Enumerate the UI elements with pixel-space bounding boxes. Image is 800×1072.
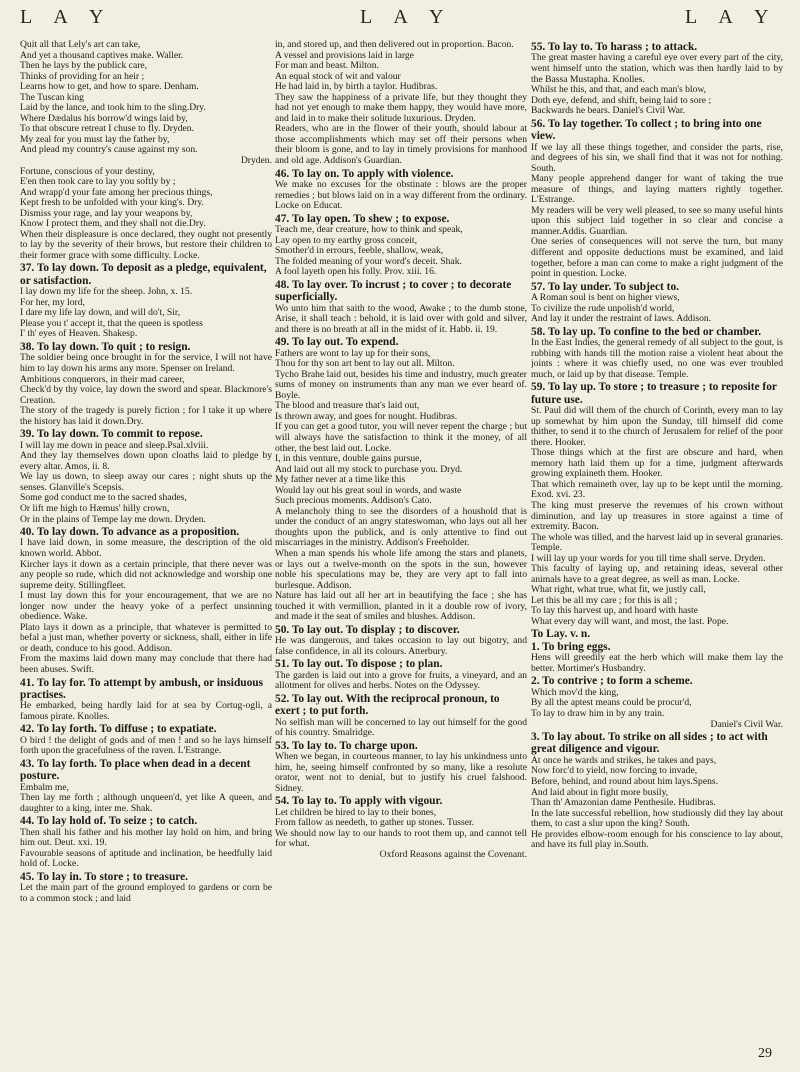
running-head-right: L A Y [685, 6, 778, 28]
entry-text: The soldier being once brought in for the service, I will not have him to lay down his arms any more. Spenser on Ireland. [20, 352, 272, 374]
entry-text: I will lay me down in peace and sleep.Psal.xlviii. [20, 439, 209, 451]
entry-heading: 3. To lay about. To strike on all sides ; to act with great diligence and vigour. [531, 731, 768, 756]
entry-text: The king must preserve the revenues of his crown without diminution, and lay up treasures in store against a time of extremity. Bacon. [531, 499, 783, 533]
entry-text: Before, behind, and round about him lays.Spens. [531, 775, 719, 787]
entry-text: To that obscure retreat I chuse to fly. Dryden. [20, 123, 194, 135]
entry-text: Embalm me, [20, 781, 70, 793]
entry-text: He embarked, being hardly laid for at sea by Cortug-ogli, a famous pirate. Knolles. [20, 700, 272, 722]
entry-text: And laid out all my stock to purchase you. Dryd. [275, 463, 463, 475]
entry-text: Is thrown away, and goes for nought. Hudibras. [275, 410, 458, 422]
entry-text: In the late successful rebellion, how studiously did they lay about them, to cast a slur upon the king? South. [531, 807, 783, 830]
entry-text: St. Paul did will them of the church of Corinth, every man to lay up somewhat by him upon the Sunday, till himself did come thither, to send it to the church of Jerusalem for relief of the poor there. Hooker. [531, 405, 783, 448]
entry-text: Know I protect them, and they shall not die.Dry. [20, 218, 206, 230]
entry-heading: 57. To lay under. To subject to. [531, 280, 680, 293]
entry-text: I will lay up your words for you till time shall serve. Dryden. [531, 552, 766, 564]
entry-text: The blood and treasure that's laid out, [275, 400, 420, 412]
entry-text: Learns how to get, and how to spare. Denham. [20, 81, 199, 93]
entry-text: Quit all that Lely's art can take, [20, 40, 141, 50]
entry-text: When a man spends his whole life among the stars and planets, or lays out a twelve-month on the spots in the sun, however noble his speculations may be, they are very apt to fall into burlesque. Addison. [275, 548, 527, 591]
entry-text: Let children be hired to lay to their bones, [275, 806, 437, 818]
entry-text: This faculty of laying up, and retaining ideas, several other animals have to a great degree, as well as man. Locke. [531, 563, 783, 585]
entry-text: The story of the tragedy is purely fiction ; for I take it up where the history has laid it down.Dry. [20, 405, 272, 427]
entry-heading: 54. To lay to. To apply with vigour. [275, 795, 443, 808]
entry-text: My zeal for you must lay the father by, [20, 133, 170, 145]
entry-text: Check'd by thy voice, lay down the sword and spear. Blackmore's Creation. [20, 384, 272, 406]
entry-text: What every day will want, and most, the last. Pope. [531, 616, 729, 627]
entry-text: Some god conduct me to the sacred shades, [20, 492, 187, 504]
entry-text: To lay this harvest up, and hoard with haste [531, 605, 698, 617]
entry-text: Thou for thy son art bent to lay out all. Milton. [275, 358, 455, 370]
entry-text: The folded meaning of your word's deceit. Shak. [275, 255, 462, 267]
entry-text: Would lay out his great soul in words, and waste [275, 484, 462, 496]
entry-text: Fathers are wont to lay up for their sons, [275, 347, 431, 359]
entry-text: Tycho Brahe laid out, besides his time and industry, much greater sums of money on instruments than any man we ever heard of. Boyle. [275, 368, 527, 401]
entry-text: Let the main part of the ground employed to gardens or corn be to a common stock ; and laid [20, 882, 272, 904]
entry-text: Or in the plains of Tempe lay me down. Dryden. [20, 513, 206, 525]
entry-text: At once he wards and strikes, he takes and pays, [531, 754, 717, 766]
entry-text: Readers, who are in the flower of their youth, should labour at those accomplishments which may set off their persons when their bloom is gone, and to lay in timely provisions for manhood and old age. Addison's Guardian. [275, 123, 527, 167]
entry-heading: 49. To lay out. To expend. [275, 336, 399, 349]
entry-text: Daniel's Civil War. [710, 718, 783, 730]
entry-text: A vessel and provisions laid in large [275, 49, 414, 61]
entry-heading: 1. To bring eggs. [531, 640, 611, 653]
entry-text: Plato lays it down as a principle, that whatever is permitted to befal a just man, whether poverty or sickness, shall, either in life or death, conduce to his good. Addison. [20, 621, 272, 654]
entry-heading: 46. To lay on. To apply with violence. [275, 167, 454, 180]
entry-text: Oxford Reasons against the Covenant. [379, 848, 527, 860]
page-number: 29 [758, 1046, 772, 1061]
entry-text: Those things which at the first are obscure and hard, when memory hath laid them up for a time, judgment afterwards growing explaineth them. Hooker. [531, 447, 783, 480]
entry-text: Lay open to my earthy gross conceit, [275, 234, 417, 246]
entry-heading: 52. To lay out. With the reciprocal pronoun, to exert ; to put forth. [275, 692, 500, 718]
entry-text: We lay us down, to sleep away our cares ; night shuts up the senses. Glanville's Scepsis. [20, 471, 272, 493]
entry-heading: 42. To lay forth. To diffuse ; to expatiate. [20, 723, 217, 736]
entry-text: My readers will be very well pleased, to see so many useful hints upon this subject laid together in so clear and concise a manner.Addis. Guardian. [531, 204, 783, 237]
entry-text: I, in this venture, double gains pursue, [275, 453, 422, 465]
entry-text: Such precious moments. Addison's Cato. [275, 495, 432, 507]
entry-text: Let this be all my care ; for this is all ; [531, 594, 678, 606]
entry-text: Now forc'd to yield, now forcing to invade, [531, 765, 698, 777]
entry-text: Please you t' accept it, that the queen is spotless [20, 317, 203, 329]
entry-text: The garden is laid out into a grove for fruits, a vineyard, and an allotment for olives and herbs. Notes on the Odyssey. [275, 669, 527, 692]
entry-text: We should now lay to our hands to root them up, and cannot tell for what. [275, 827, 527, 850]
entry-heading: 40. To lay down. To advance as a proposition. [20, 526, 240, 539]
entry-text: To civilize the rude unpolish'd world, [531, 302, 675, 314]
entry-text: And plead my country's cause against my son. [20, 144, 198, 156]
entry-text: An equal stock of wit and valour [275, 70, 401, 82]
entry-text: Which mov'd the king, [531, 686, 619, 698]
entry-text: The great master having a careful eye over every part of the city, went himself unto the station, which was then hardly laid to by the Bassa Mustapha. Knolles. [531, 52, 783, 85]
entry-text: Nature has laid out all her art in beautifying the face ; she has touched it with vermillion, planted in it a double row of ivory, and made it the seat of smiles and blushes. Addison. [275, 590, 527, 623]
entry-text: Hens will greedily eat the herb which will make them lay the better. Mortimer's Husbandry. [531, 652, 783, 674]
entry-text: E'en then took care to lay you softly by ; [20, 176, 176, 188]
entry-text: I dare my life lay down, and will do't, Sir, [20, 307, 181, 319]
entry-text: If we lay all these things together, and consider the parts, rise, and degrees of his sin, we shall find that it was not for nothing. South. [531, 141, 783, 174]
entry-text: Then lay me forth ; although unqueen'd, yet like A queen, and daughter to a king, inter me. Shak. [20, 792, 272, 814]
entry-heading: 47. To lay open. To shew ; to expose. [275, 212, 450, 225]
entry-text: They saw the happiness of a private life, but they thought they had not yet enough to make them happy, they would have more, and laid in to make their solitude luxurious. Dryden. [275, 91, 527, 124]
entry-text: He had laid in, by birth a taylor. Hudibras. [275, 81, 438, 93]
entry-text: in, and stored up, and then delivered out in proportion. Bacon. [275, 40, 514, 50]
entry-text: And they lay themselves down upon cloaths laid to pledge by every altar. Amos, ii. 8. [20, 450, 272, 472]
entry-text: Laid by the lance, and took him to the sling.Dry. [20, 102, 206, 114]
entry-text: If you can get a good tutor, you will never repent the charge ; but will always have the satisfaction to think it the money, of all other, the best laid out. Locke. [275, 421, 527, 454]
entry-text: My father never at a time like this [275, 474, 406, 486]
entry-text: And lay it under the restraint of laws. Addison. [531, 313, 712, 325]
entry-text: When their displeasure is once declared, they ought not presently to lay by the severity of their brows, but restore their children to their former grace with some difficulty. Locke. [20, 228, 272, 261]
entry-text: For man and beast. Milton. [275, 60, 379, 72]
entry-text: He provides elbow-room enough for his conscience to lay about, and have its full play in.South. [531, 828, 783, 851]
running-header [0, 6, 800, 36]
running-head-center: L A Y [360, 6, 453, 28]
entry-text: Or lift me high to Hæmus' hilly crown, [20, 502, 170, 514]
column-middle [275, 40, 527, 1050]
entry-text: Than th' Amazonian dame Penthesile. Hudibras. [531, 797, 716, 809]
entry-text: We make no excuses for the obstinate : blows are the proper remedies ; but blows laid on in a way different from the ordinary. Locke on Educat. [275, 178, 527, 212]
entry-text: Dryden. [240, 155, 272, 167]
entry-text: In the East Indies, the general remedy of all subject to the gout, is rubbing with hands till the motion raise a violent heat about the joints : where it was chiefly used, no one was ever troubled much, or laid up by that disease. Temple. [531, 337, 783, 380]
entry-text: I lay down my life for the sheep. John, x. 15. [20, 286, 193, 298]
entry-text: I' th' eyes of Heaven. Shakesp. [20, 328, 138, 340]
entry-heading: 2. To contrive ; to form a scheme. [531, 675, 693, 688]
entry-text: Then he lays by the publick care, [20, 60, 148, 72]
entry-text: That which remaineth over, lay up to be kept until the morning. Exod. xvi. 23. [531, 478, 783, 501]
entry-text: What right, what true, what fit, we justly call, [531, 584, 706, 596]
entry-text: The Tuscan king [20, 91, 84, 103]
entry-text: Thinks of providing for an heir ; [20, 70, 145, 82]
entry-text: By all the aptest means could be procur'd, [531, 697, 692, 709]
entry-heading: 53. To lay to. To charge upon. [275, 739, 418, 752]
entry-heading: 37. To lay down. To deposit as a pledge, equivalent, or satisfaction. [20, 262, 267, 287]
entry-text: Wo unto him that saith to the wood, Awake ; to the dumb stone, Arise, it shall teach : behold, it is laid over with gold and silver, and there is no breath at all in the midst of it. Habb. ii. 19. [275, 302, 527, 335]
entry-text: Fortune, conscious of your destiny, [20, 165, 155, 177]
entry-heading: 51. To lay out. To dispose ; to plan. [275, 658, 443, 671]
entry-text: Doth eye, defend, and shift, being laid to sore ; [531, 94, 712, 106]
entry-text: A Roman soul is bent on higher views, [531, 292, 680, 304]
entry-text: Then shall his father and his mother lay hold on him, and bring him out. Deut. xxi. 19. [20, 826, 272, 849]
entry-text: One series of consequences will not serve the turn, but many different and opposite deductions must be examined, and laid together, before a man can come to make a right judgment of the point in question. Locke. [531, 236, 783, 280]
entry-text: To lay to draw him in by any train. [531, 707, 665, 719]
entry-text: Where Dædalus his borrow'd wings laid by, [20, 112, 188, 124]
entry-text: Whilst he this, and that, and each man's blow, [531, 84, 707, 96]
entry-heading: 38. To lay down. To quit ; to resign. [20, 341, 191, 354]
entry-text: He was dangerous, and takes occasion to lay out bigotry, and false confidence, in all its colours. Atterbury. [275, 635, 527, 657]
entry-text: And yet a thousand captives make. Waller. [20, 49, 184, 61]
entry-heading: 50. To lay out. To display ; to discover. [275, 623, 460, 636]
entry-text: Kircher lays it down as a certain principle, that there never was any people so rude, which did not acknowledge and worship one supreme deity. Stillingfleet. [20, 558, 272, 591]
entry-heading: 39. To lay down. To commit to repose. [20, 428, 203, 441]
entry-text: Smother'd in errours, feeble, shallow, weak, [275, 245, 444, 257]
column-left [20, 40, 272, 1050]
entry-heading: 45. To lay in. To store ; to treasure. [20, 871, 189, 884]
entry-heading: 44. To lay hold of. To seize ; to catch. [20, 815, 198, 828]
entry-heading: 55. To lay to. To harass ; to attack. [531, 41, 698, 53]
entry-text: Favourable seasons of aptitude and inclination, be heedfully laid hold of. Locke. [20, 847, 272, 870]
entry-text: O bird ! the delight of gods and of men ! and so he lays himself forth upon the gracefulness of the raven. L'Estrange. [20, 734, 272, 757]
entry-text: Backwards he bears. Daniel's Civil War. [531, 105, 685, 117]
entry-text: No selfish man will be concerned to lay out himself for the good of his country. Smalridge. [275, 716, 527, 739]
entry-text: From fallow as needeth, to gather up stones. Tusser. [275, 817, 475, 829]
entry-heading: 43. To lay forth. To place when dead in a decent posture. [20, 757, 251, 783]
entry-text: The whole was tilled, and the harvest laid up in several granaries. Temple. [531, 531, 783, 554]
entry-text: Teach me, dear creature, how to think and speak, [275, 224, 463, 236]
entry-text: From the maxims laid down many may conclude that there had been abuses. Swift. [20, 653, 272, 676]
entry-text: I have laid down, in some measure, the description of the old known world. Abbot. [20, 537, 272, 559]
entry-text: Ambitious conquerors, in their mad career, [20, 373, 185, 385]
entry-heading: To Lay. v. n. [531, 627, 591, 640]
running-head-left: L A Y [20, 6, 113, 28]
entry-text: And laid about in fight more busily, [531, 786, 669, 798]
entry-text: Kept fresh to be unfolded with your king's. Dry. [20, 197, 204, 209]
entry-text: Many people apprehend danger for want of taking the true measure of things, and laying matters rightly together. L'Estrange. [531, 173, 783, 206]
entry-text: A melancholy thing to see the disorders of a houshold that is under the conduct of an angry stateswoman, who lays out all her thoughts upon the publick, and is only attentive to find out miscarriages in the ministry. Addison's Freeholder. [275, 505, 527, 549]
entry-text: And wrapp'd your fate among her precious things, [20, 186, 213, 198]
entry-text: Dismiss your rage, and lay your weapons by, [20, 207, 193, 219]
entry-heading: 58. To lay up. To confine to the bed or chamber. [531, 325, 762, 338]
entry-heading: 59. To lay up. To store ; to treasure ; to reposite for future use. [531, 381, 777, 406]
entry-heading: 48. To lay over. To incrust ; to cover ; to decorate superficially. [275, 278, 512, 304]
entry-heading: 41. To lay for. To attempt by ambush, or insiduous practises. [20, 676, 264, 701]
entry-text: I must lay down this for your encouragement, that we are no longer now under the heavy yoke of a perfect unsinning obedience. Wake. [20, 590, 272, 623]
entry-text: For her, my lord, [20, 296, 85, 308]
entry-heading: 56. To lay together. To collect ; to bring into one view. [531, 117, 762, 143]
entry-text: When we began, in courteous manner, to lay his unkindness unto him, he, seeing himself confronted by so many, like a resolute orator, went not to denial, but to justify his cruel falshood. Sidney. [275, 751, 527, 794]
column-right [531, 40, 783, 1050]
entry-text: A fool layeth open his folly. Prov. xiii. 16. [275, 266, 437, 278]
